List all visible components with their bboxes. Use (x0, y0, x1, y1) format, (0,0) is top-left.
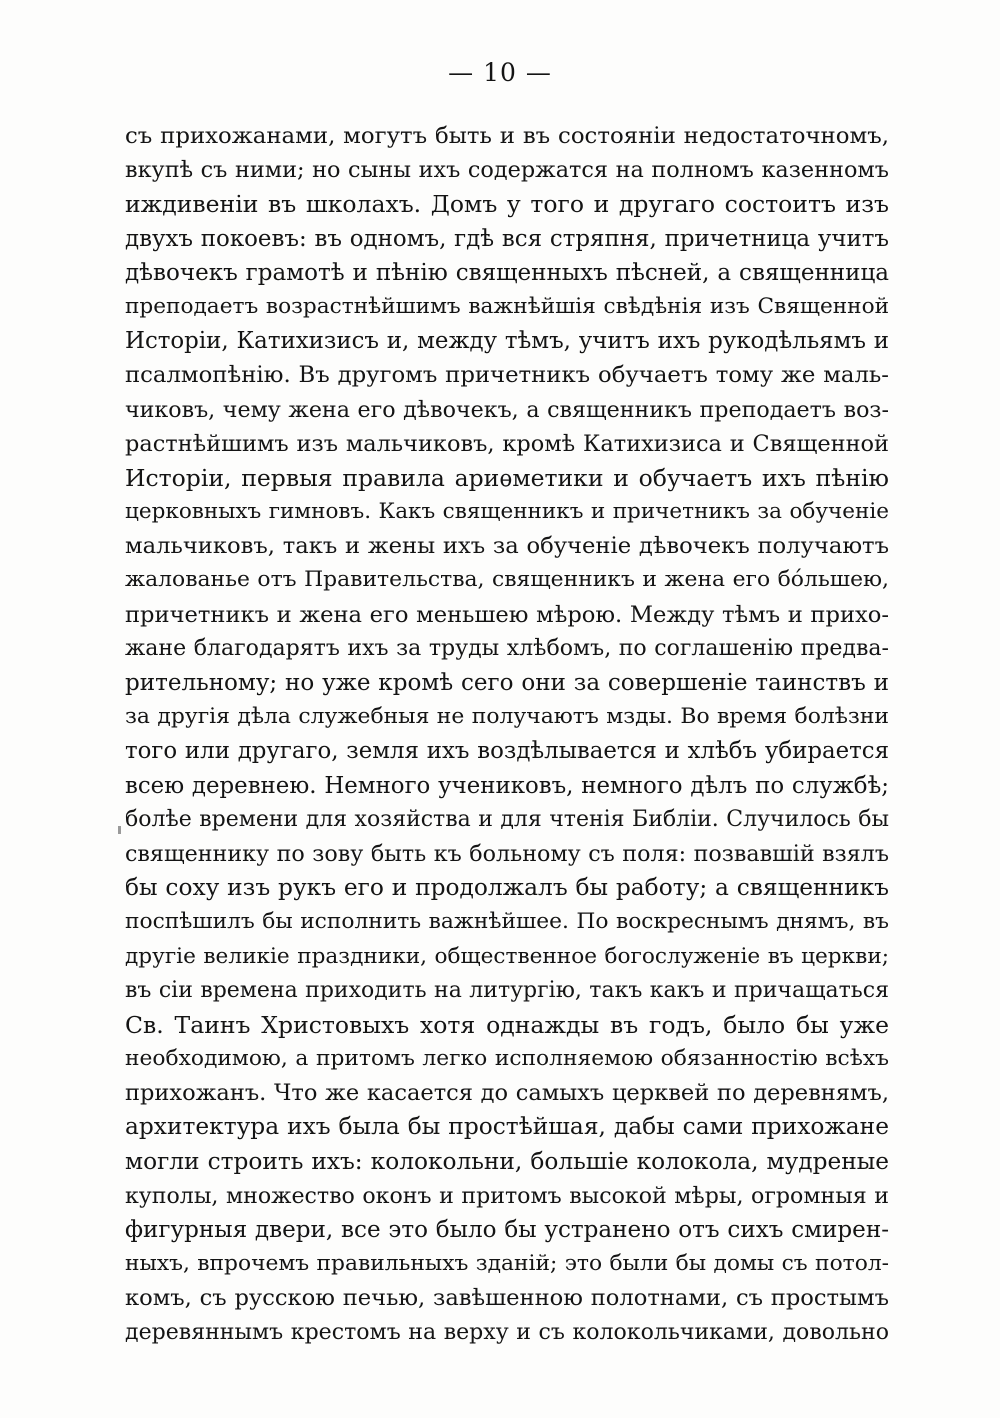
body-text (125, 119, 889, 1350)
text-line: двухъ покоевъ: въ одномъ, гдѣ вся стряпня, причетница учитъ (125, 225, 889, 252)
text-line: причетникъ и жена его меньшею мѣрою. Между тѣмъ и прихо- (125, 601, 889, 628)
text-line: иждивеніи въ школахъ. Домъ у того и другаго состоитъ изъ (125, 190, 889, 219)
text-line: вкупѣ съ ними; но сыны ихъ содержатся на полномъ казенномъ (125, 157, 889, 184)
text-line: архитектура ихъ была бы простѣйшая, дабы сами прихожане (125, 1113, 889, 1141)
text-line: жане благодарятъ ихъ за труды хлѣбомъ, по соглашенію предва- (125, 635, 889, 661)
text-line: комъ, съ русскою печью, завѣшенною полотнами, съ простымъ (125, 1285, 889, 1312)
text-line: могли строить ихъ: колокольни, большіе колокола, мудреные (125, 1147, 889, 1175)
text-line: деревяннымъ крестомъ на верху и съ колокольчиками, довольно (125, 1319, 889, 1345)
text-line: за другія дѣла служебныя не получаютъ мзды. Во время болѣзни (125, 704, 889, 730)
text-line: болѣе времени для хозяйства и для чтенія Библіи. Случилось бы (125, 806, 889, 832)
text-line: священнику по зову быть къ больному съ поля: позвавшій взялъ (125, 840, 889, 867)
text-line: фигурныя двери, все это было бы устранено отъ сихъ смирен- (125, 1217, 889, 1243)
text-line: церковныхъ гимновъ. Какъ священникъ и причетникъ за обученіе (125, 499, 889, 525)
text-line: другіе великіе праздники, общественное богослуженіе въ церкви; (125, 943, 889, 969)
text-line: Св. Таинъ Христовыхъ хотя однажды въ годъ, было бы уже (125, 1010, 889, 1039)
text-line: съ прихожанами, могутъ быть и въ состояніи недостаточномъ, (125, 123, 889, 149)
ink-speck (118, 826, 121, 834)
text-line: того или другаго, земля ихъ воздѣлывается и хлѣбъ убирается (125, 738, 889, 765)
text-line: поспѣшилъ бы исполнить важнѣйшее. По воскреснымъ днямъ, въ (125, 909, 889, 935)
text-line: жалованье отъ Правительства, священникъ и жена его бо́льшею, (125, 567, 889, 593)
text-line: бы соху изъ рукъ его и продолжалъ бы работу; а священникъ (125, 874, 889, 902)
text-line: дѣвочекъ грамотѣ и пѣнію священныхъ пѣсней, а священница (125, 259, 889, 286)
text-line: мальчиковъ, такъ и жены ихъ за обученіе дѣвочекъ получаютъ (125, 533, 889, 560)
text-line: Исторіи, первыя правила ариѳметики и обучаетъ ихъ пѣнію (125, 463, 889, 492)
text-line: преподаетъ возрастнѣйшимъ важнѣйшія свѣдѣнія изъ Священной (125, 293, 889, 319)
text-line: всею деревнею. Немного учениковъ, немного дѣлъ по службѣ; (125, 772, 889, 799)
text-line: ныхъ, впрочемъ правильныхъ зданій; это были бы домы съ потол- (125, 1251, 889, 1277)
text-line: Исторіи, Катихизисъ и, между тѣмъ, учитъ ихъ рукодѣльямъ и (125, 328, 889, 355)
text-line: прихожанъ. Что же касается до самыхъ церквей по деревнямъ, (125, 1080, 889, 1107)
text-line: чиковъ, чему жена его дѣвочекъ, а священникъ преподаетъ воз- (125, 396, 889, 423)
text-line: растнѣйшимъ изъ мальчиковъ, кромѣ Катихизиса и Священной (125, 430, 889, 457)
text-line: куполы, множество оконъ и притомъ высокой мѣры, огромныя и (125, 1182, 889, 1209)
text-line: рительному; но уже кромѣ сего они за совершеніе таинствъ и (125, 670, 889, 696)
text-line: въ сіи времена приходить на литургію, такъ какъ и причащаться (125, 977, 889, 1003)
text-line: псалмопѣнію. Въ другомъ причетникъ обучаетъ тому же маль- (125, 362, 889, 389)
page-number: — 10 — (448, 58, 552, 87)
text-line: необходимою, а притомъ легко исполняемою обязанностію всѣхъ (125, 1046, 889, 1072)
